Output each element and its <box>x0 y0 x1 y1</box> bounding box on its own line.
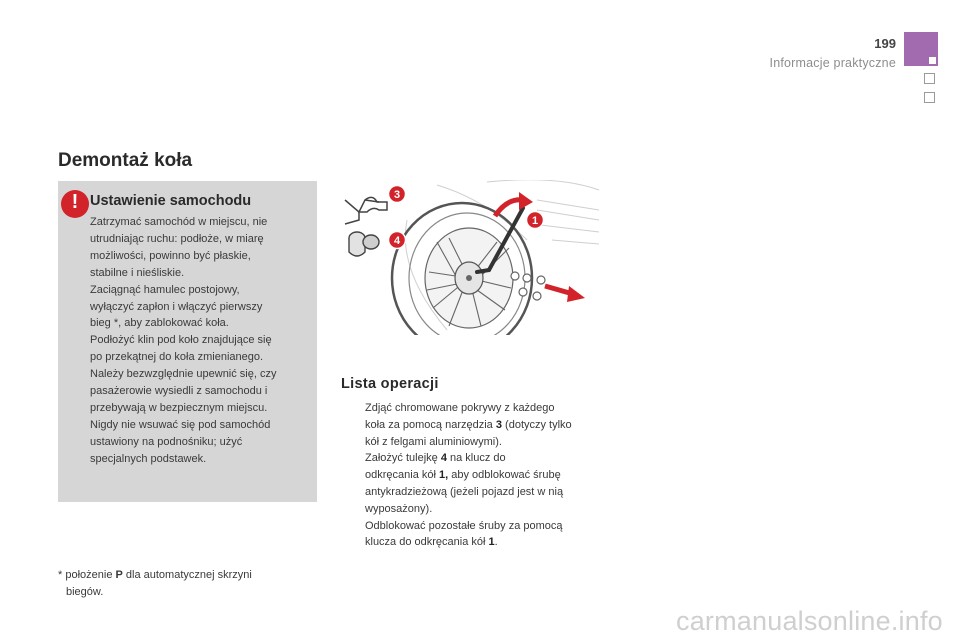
chapter-tab[interactable] <box>924 92 935 103</box>
chapter-tab-marker <box>929 57 936 64</box>
warning-line: pasażerowie wysiedli z samochodu i <box>90 385 268 398</box>
callout-4 <box>389 232 406 249</box>
warning-line: możliwości, powinno być płaskie, <box>90 249 251 262</box>
socket-icon <box>349 232 379 256</box>
operation-item: Zdjąć chromowane pokrywy z każdego koła za pomocą narzędzia 3 (dotyczy tylko kół z felgami aluminiowymi). <box>365 402 572 448</box>
warning-line: Zaciągnąć hamulec postojowy, <box>90 283 240 296</box>
operations-list <box>341 400 606 551</box>
page-title: Demontaż koła <box>58 150 193 171</box>
watermark: carmanualsonline.info <box>676 606 943 636</box>
warning-line: przebywają w bezpiecznym miejscu. <box>90 401 268 414</box>
callout-3 <box>389 186 406 203</box>
svg-text:1: 1 <box>531 215 539 227</box>
warning-line: utrudniając ruchu: podłoże, w miarę <box>90 232 264 245</box>
warning-line: ustawiony na podnośniku; użyć <box>90 435 243 448</box>
chapter-tab[interactable] <box>924 73 935 84</box>
exclamation-icon: ! <box>61 190 89 218</box>
wheel-removal-diagram <box>337 180 602 335</box>
footnote: * położenie P dla automatycznej skrzyni biegów. <box>58 569 252 598</box>
warning-line: Zatrzymać samochód w miejscu, nie <box>90 216 268 228</box>
warning-line: Należy bezwzględnie upewnić się, czy <box>90 368 277 381</box>
page-number: 199 <box>874 36 896 51</box>
operation-item: Odblokować pozostałe śruby za pomocą klucza do odkręcania kół 1. <box>365 519 563 549</box>
chapter-tab-active[interactable] <box>904 32 938 66</box>
warning-body <box>90 214 310 468</box>
tool-hook-icon <box>345 197 387 224</box>
warning-line: Podłożyć klin pod koło znajdujące się <box>90 334 272 347</box>
warning-box <box>58 181 317 502</box>
warning-line: specjalnych podstawek. <box>90 452 207 465</box>
callout-1 <box>527 212 544 229</box>
svg-text:3: 3 <box>393 189 401 201</box>
section-name: Informacje praktyczne <box>769 56 896 70</box>
operations-title: Lista operacji <box>341 376 439 392</box>
warning-line: stabilne i nieśliskie. <box>90 266 185 279</box>
warning-title: Ustawienie samochodu <box>90 193 252 209</box>
warning-line: Nigdy nie wsuwać się pod samochód <box>90 418 271 431</box>
operation-item: Założyć tulejkę 4 na klucz do odkręcania kół 1, aby odblokować śrubę antykradzieżową (jeżeli pojazd jest w nią wyposażony). <box>365 452 564 515</box>
warning-line: wyłączyć zapłon i włączyć pierwszy <box>90 300 263 313</box>
warning-line: po przekątnej do koła zmienianego. <box>90 351 264 364</box>
svg-text:4: 4 <box>393 235 401 247</box>
warning-line: bieg *, aby zablokować koła. <box>90 317 229 330</box>
